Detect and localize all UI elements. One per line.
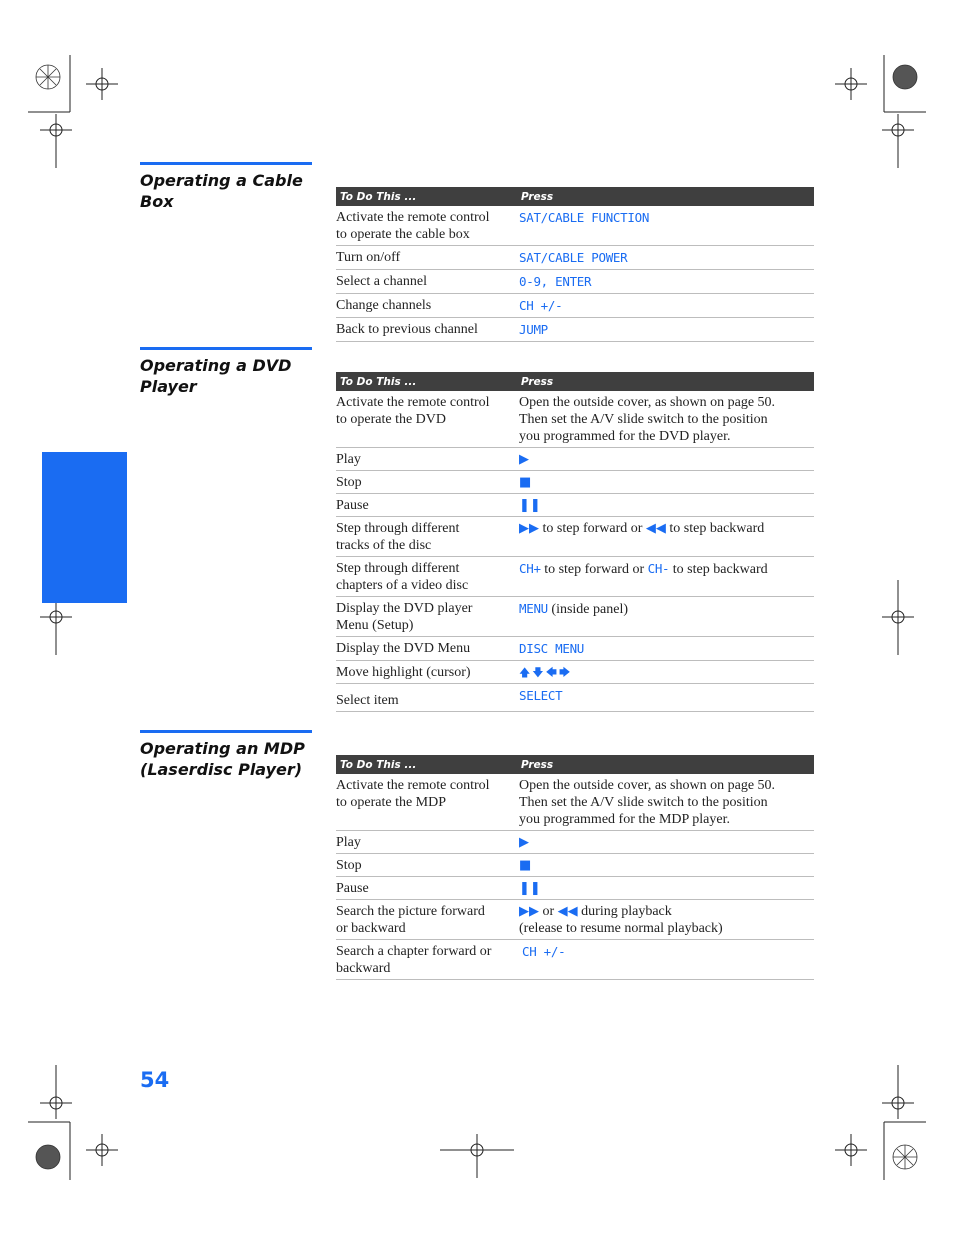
table-row: Select item SELECT	[336, 684, 814, 712]
table-row: Stop ■	[336, 471, 814, 494]
arrow-keys-icon: 🡅🡇🡄🡆	[519, 666, 573, 679]
play-icon: ▶	[519, 835, 529, 850]
header-to-do: To Do This ...	[336, 187, 517, 206]
side-tab-label: Remote Control	[132, 890, 152, 1045]
number-enter-buttons: 0-9, ENTER	[519, 274, 592, 289]
rewind-icon: ◀◀	[557, 904, 578, 919]
channel-button: CH +/-	[522, 944, 566, 959]
table-row: Step through different chapters of a video disc CH+ to step forward or CH- to step backward	[336, 557, 814, 597]
rewind-icon: ◀◀	[645, 521, 666, 536]
table-header	[336, 755, 814, 774]
cable-box-table	[336, 187, 814, 342]
table-row: Change channels CH +/-	[336, 294, 814, 318]
play-icon: ▶	[519, 452, 529, 467]
header-press: Press	[517, 372, 814, 391]
section-title-cable-box: Operating a Cable Box	[140, 162, 312, 212]
table-row: Play ▶	[336, 448, 814, 471]
table-row: Activate the remote control to operate the MDP Open the outside cover, as shown on page 50. Then set the A/V slide switch to the position you programmed for the MDP player.	[336, 774, 814, 831]
table-row: Display the DVD player Menu (Setup) MENU (inside panel)	[336, 597, 814, 637]
table-row: Play ▶	[336, 831, 814, 854]
table-row: Step through different tracks of the disc ▶▶ to step forward or ◀◀ to step backward	[336, 517, 814, 557]
stop-icon: ■	[519, 475, 532, 490]
channel-button: CH +/-	[519, 298, 563, 313]
table-row: Pause ❚❚	[336, 877, 814, 900]
table-header	[336, 372, 814, 391]
table-row: Stop ■	[336, 854, 814, 877]
table-header	[336, 187, 814, 206]
fast-forward-icon: ▶▶	[519, 904, 539, 919]
table-row: Pause ❚❚	[336, 494, 814, 517]
table-row: Turn on/off SAT/CABLE POWER	[336, 246, 814, 270]
header-press: Press	[517, 755, 814, 774]
header-press: Press	[517, 187, 814, 206]
mdp-table	[336, 755, 814, 980]
pause-icon: ❚❚	[519, 498, 541, 513]
ch-plus-button: CH+	[519, 561, 541, 576]
jump-button: JUMP	[519, 322, 548, 337]
table-row: Select a channel 0-9, ENTER	[336, 270, 814, 294]
header-to-do: To Do This ...	[336, 755, 517, 774]
page-number: 54	[140, 1068, 170, 1092]
stop-icon: ■	[519, 858, 532, 873]
header-to-do: To Do This ...	[336, 372, 517, 391]
table-row: Activate the remote control to operate the cable box SAT/CABLE FUNCTION	[336, 206, 814, 246]
dvd-table	[336, 372, 814, 712]
disc-menu-button: DISC MENU	[519, 641, 585, 656]
table-row: Display the DVD Menu DISC MENU	[336, 637, 814, 661]
table-row: Back to previous channel JUMP	[336, 318, 814, 342]
table-row: Search the picture forward or backward ▶▶ or ◀◀ during playback (release to resume normal playback)	[336, 900, 814, 940]
ch-minus-button: CH-	[647, 561, 670, 576]
section-title-dvd: Operating a DVD Player	[140, 347, 312, 397]
table-row: Move highlight (cursor) 🡅🡇🡄🡆	[336, 661, 814, 684]
select-button: SELECT	[519, 688, 563, 703]
menu-button: MENU	[519, 601, 548, 616]
sat-cable-function-button: SAT/CABLE FUNCTION	[519, 210, 650, 225]
pause-icon: ❚❚	[519, 881, 541, 896]
fast-forward-icon: ▶▶	[519, 521, 539, 536]
section-title-mdp: Operating an MDP (Laserdisc Player)	[140, 730, 312, 780]
table-row: Search a chapter forward or backward CH +/-	[336, 940, 814, 980]
table-row: Activate the remote control to operate the DVD Open the outside cover, as shown on page 50. Then set the A/V slide switch to the position you programmed for the DVD player.	[336, 391, 814, 448]
sat-cable-power-button: SAT/CABLE POWER	[519, 250, 628, 265]
